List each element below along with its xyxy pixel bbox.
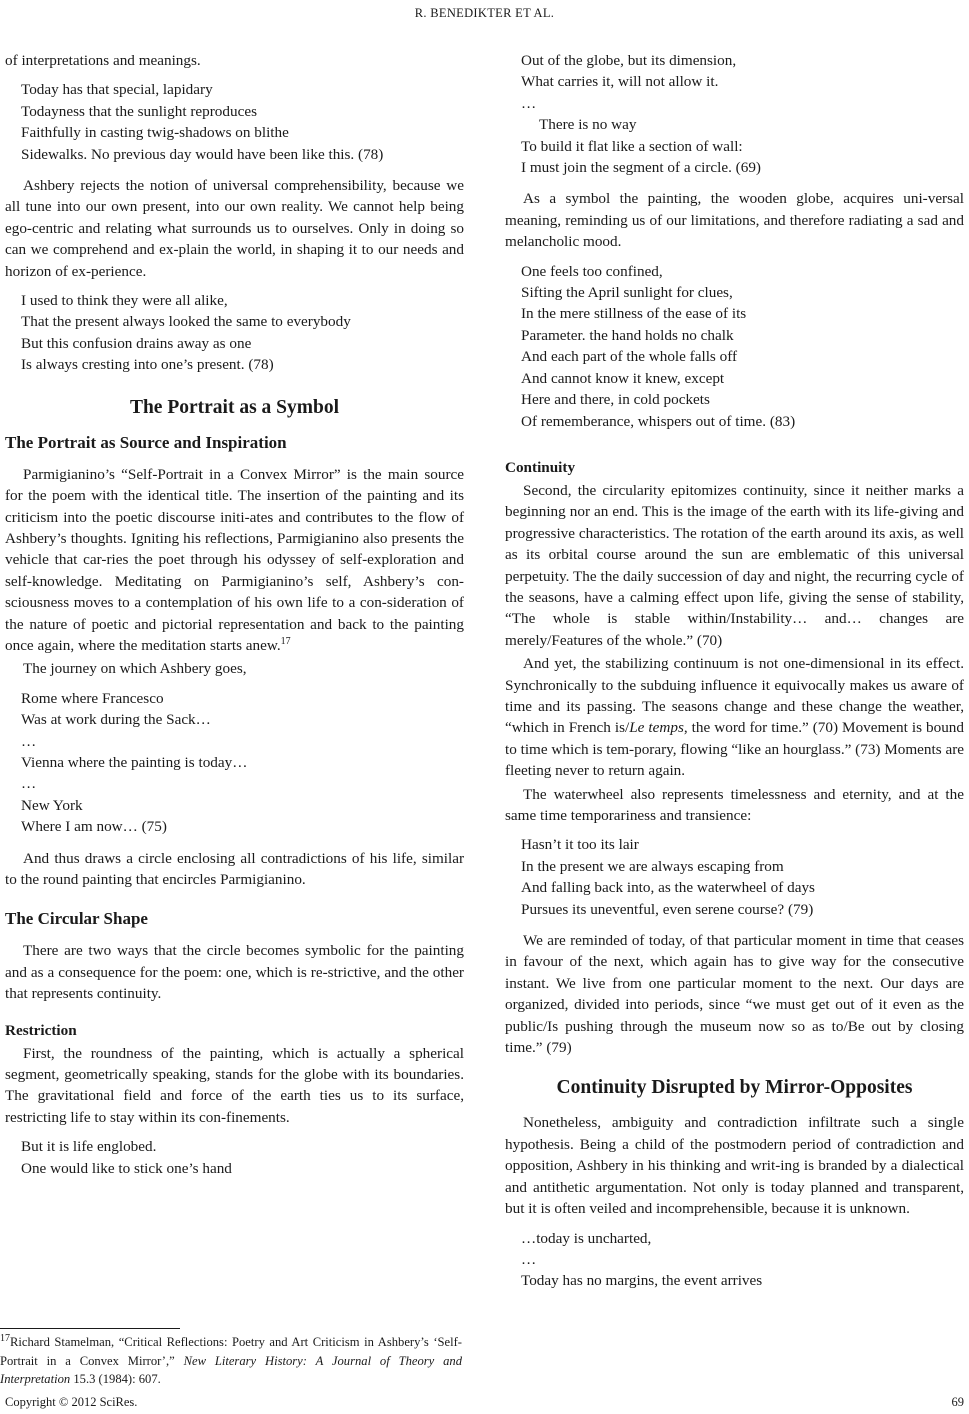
- poem-quote-globe: [521, 50, 964, 178]
- le-temps-italic: Le temps: [629, 719, 684, 737]
- quote-line: Today has no margins, the event arrives: [521, 1272, 763, 1290]
- paragraph-ashbery-rejects: Ashbery rejects the notion of universal comprehensibility, because we all tune into our own present, into our own reality. We cannot help being ego-centric and relating what surrounds us to ourselves. Only in doing so can we comprehend and ex-plain the world, in shaping it to our needs and horizon of ex-perience.: [5, 177, 464, 280]
- quote-line: In the mere stillness of the ease of its: [521, 305, 747, 323]
- poem-quote-uncharted: [521, 1228, 964, 1292]
- quote-line: One would like to stick one’s hand: [21, 1159, 232, 1177]
- heading-continuity: Continuity: [505, 458, 576, 476]
- quote-line: …: [21, 775, 37, 793]
- poem-quote-englobed: [21, 1136, 464, 1179]
- intro-text: of interpretations and meanings.: [5, 52, 201, 69]
- footnote-citation: 15.3 (1984): 607.: [70, 1372, 161, 1386]
- footnote-divider: [0, 1328, 180, 1329]
- quote-line: …: [521, 94, 537, 112]
- quote-line: …today is uncharted,: [521, 1229, 652, 1247]
- quote-line: Of rememberance, whispers out of time. (83): [521, 412, 796, 430]
- paragraph-reminded: We are reminded of today, of that particular moment in time that ceases in favour of the next, which again has to give way for the consecutive instant. We live from one particular moment to the next. Our days are organized, divided into periods, since “we must get out of it even as the public/Is pushing through the museum now so as to/Be out by closing time.” (79): [505, 932, 964, 1057]
- quote-line: That the present always looked the same to everybody: [21, 313, 351, 331]
- quote-line: What carries it, will not allow it.: [521, 73, 719, 91]
- subsection-title-source: The Portrait as Source and Inspiration: [5, 432, 287, 452]
- quote-line: Where I am now… (75): [21, 818, 167, 836]
- left-column: [5, 50, 464, 1189]
- paragraph-two-ways: There are two ways that the circle becomes symbolic for the painting and as a consequence for the poem: one, which is re-strictive, and the other that represents continuity.: [5, 942, 464, 1003]
- paragraph-restriction: First, the roundness of the painting, which is actually a spherical segment, geometrically speaking, stands for the globe with its boundaries. The gravitational field and force of the earth ties us to its surface, restricting life to stay within its con-finements.: [5, 1044, 464, 1126]
- copyright-notice: Copyright © 2012 SciRes.: [5, 1395, 138, 1409]
- quote-line: Was at work during the Sack…: [21, 711, 211, 729]
- paragraph-source: [5, 464, 464, 657]
- footnote-text: Richard Stamelman, “Critical Reflections: Poetry and Art Criticism in Ashbery’s ‘Self-Portrait in a Convex Mirror’,”: [0, 1335, 462, 1368]
- quote-line: One feels too confined,: [521, 262, 663, 280]
- paragraph-symbol: As a symbol the painting, the wooden globe, acquires uni-versal meaning, reminding us of our limitations, and therefore radiating a sad and melancholic mood.: [505, 190, 964, 251]
- paragraph-stabilizing: [505, 653, 964, 781]
- subsection-title-circular-shape: The Circular Shape: [5, 909, 148, 929]
- quote-line: Out of the globe, but its dimension,: [521, 52, 737, 69]
- quote-line: New York: [21, 796, 83, 814]
- heading-restriction: Restriction: [5, 1021, 77, 1039]
- running-head: R. BENEDIKTER ET AL.: [414, 6, 555, 20]
- poem-quote-lair: [521, 834, 964, 920]
- poem-quote-today: [21, 79, 464, 165]
- footnote: [0, 1333, 462, 1389]
- quote-line: Sifting the April sunlight for clues,: [521, 284, 733, 302]
- quote-line: Sidewalks. No previous day would have been like this. (78): [21, 145, 384, 163]
- quote-line: To build it flat like a section of wall:: [521, 137, 743, 155]
- quote-line: Hasn’t it too its lair: [521, 836, 639, 854]
- page-number: 69: [951, 1395, 964, 1409]
- quote-line: Faithfully in casting twig-shadows on blithe: [21, 124, 289, 142]
- quote-line: …: [521, 1250, 537, 1268]
- quote-line: Todayness that the sunlight reproduces: [21, 102, 257, 120]
- quote-line: But this confusion drains away as one: [21, 334, 252, 352]
- quote-line: And falling back into, as the waterwheel of days: [521, 879, 815, 897]
- section-title-portrait-symbol: The Portrait as a Symbol: [129, 396, 340, 418]
- quote-line: But it is life englobed.: [21, 1138, 157, 1156]
- quote-line: And each part of the whole falls off: [521, 348, 738, 366]
- quote-line: And cannot know it knew, except: [521, 369, 725, 387]
- footnote-reference[interactable]: 17: [280, 635, 291, 647]
- poem-quote-confined: [521, 261, 964, 432]
- footnote-journal: New Literary History: A Journal of Theory and Interpretation: [0, 1353, 462, 1386]
- quote-line: …: [21, 732, 37, 750]
- paragraph-source-text: Parmigianino’s “Self-Portrait in a Convex Mirror” is the main source for the poem with the identical title. The insertion of the painting and its criticism into the poetic discourse initi-ates and contributes to the flow of Ashbery’s thoughts. Igniting his reflections, Parmigianino also presents the vehicle that car-ries the poet through his odyssey of self-exploration and self-knowledge. Meditating on Parmigianino’s self, Ashbery’s con-sciousness moves to a contemplation of his own life to a con-sideration of the nature of poetic and pictorial representation and back to the painting once again, where the meditation starts anew.: [5, 465, 464, 654]
- quote-line: Parameter. the hand holds no chalk: [521, 326, 734, 344]
- quote-line: Today has that special, lapidary: [21, 81, 213, 99]
- quote-line: Vienna where the painting is today…: [21, 753, 248, 771]
- quote-line: I used to think they were all alike,: [21, 292, 228, 310]
- paragraph-continuity: Second, the circularity epitomizes continuity, since it neither marks a beginning nor an end. This is the image of the earth with its life-giving and progressive characteristics. The rotation of the earth around its axis, as well as its orbital course around the sun are emblematic of this universal perpetuity. The the daily succession of day and night, the recurring cycle of the seasons, have a calming effect upon life, giving the sense of stability, “The whole is stable within/Instability… and… changes are merely/Features of the whole.” (70): [505, 481, 964, 649]
- right-column: [505, 50, 964, 1302]
- quote-line: There is no way: [539, 116, 637, 134]
- quote-line: Pursues its uneventful, even serene course? (79): [521, 900, 814, 918]
- paragraph-stabilizing-text: And yet, the stabilizing continuum is not one-dimensional in its effect. Synchronically to the subduing influence it equivocally makes us aware of time and its passing. The seasons change and these change the weather, “which in French is/: [505, 655, 964, 737]
- paragraph-circle: And thus draws a circle enclosing all contradictions of his life, similar to the round painting that encircles Parmigianino.: [5, 849, 464, 888]
- quote-line: Here and there, in cold pockets: [521, 391, 710, 409]
- quote-line: Rome where Francesco: [21, 689, 164, 707]
- paragraph-journey: The journey on which Ashbery goes,: [23, 660, 247, 678]
- paragraph-nonetheless: Nonetheless, ambiguity and contradiction infiltrate such a single hypothesis. Being a child of the postmodern period of contradiction and opposition, Ashbery in his thinking and writ-ing is branded by a dialectical and antithetic argumentation. Not only is today planned and transparent, but it is often veiled and incomprehensible, because it is unknown.: [505, 1114, 964, 1218]
- quote-line: In the present we are always escaping from: [521, 857, 784, 875]
- section-title-continuity-disrupted: Continuity Disrupted by Mirror-Opposites: [556, 1077, 913, 1099]
- paragraph-stabilizing-tail: , the word for time.” (70) Movement is bound to time which is tem-porary, flowing “like an hourglass.” (73) Moments are fleeting never to return again.: [505, 719, 964, 780]
- quote-line: I must join the segment of a circle. (69): [521, 159, 761, 177]
- paragraph-waterwheel: The waterwheel also represents timelessness and eternity, and at the same time temporariness and transience:: [505, 785, 964, 824]
- footnote-number: 17: [0, 1332, 10, 1344]
- poem-quote-alike: [21, 290, 464, 376]
- quote-line: Is always cresting into one’s present. (78): [21, 356, 274, 374]
- poem-quote-rome: [21, 688, 464, 838]
